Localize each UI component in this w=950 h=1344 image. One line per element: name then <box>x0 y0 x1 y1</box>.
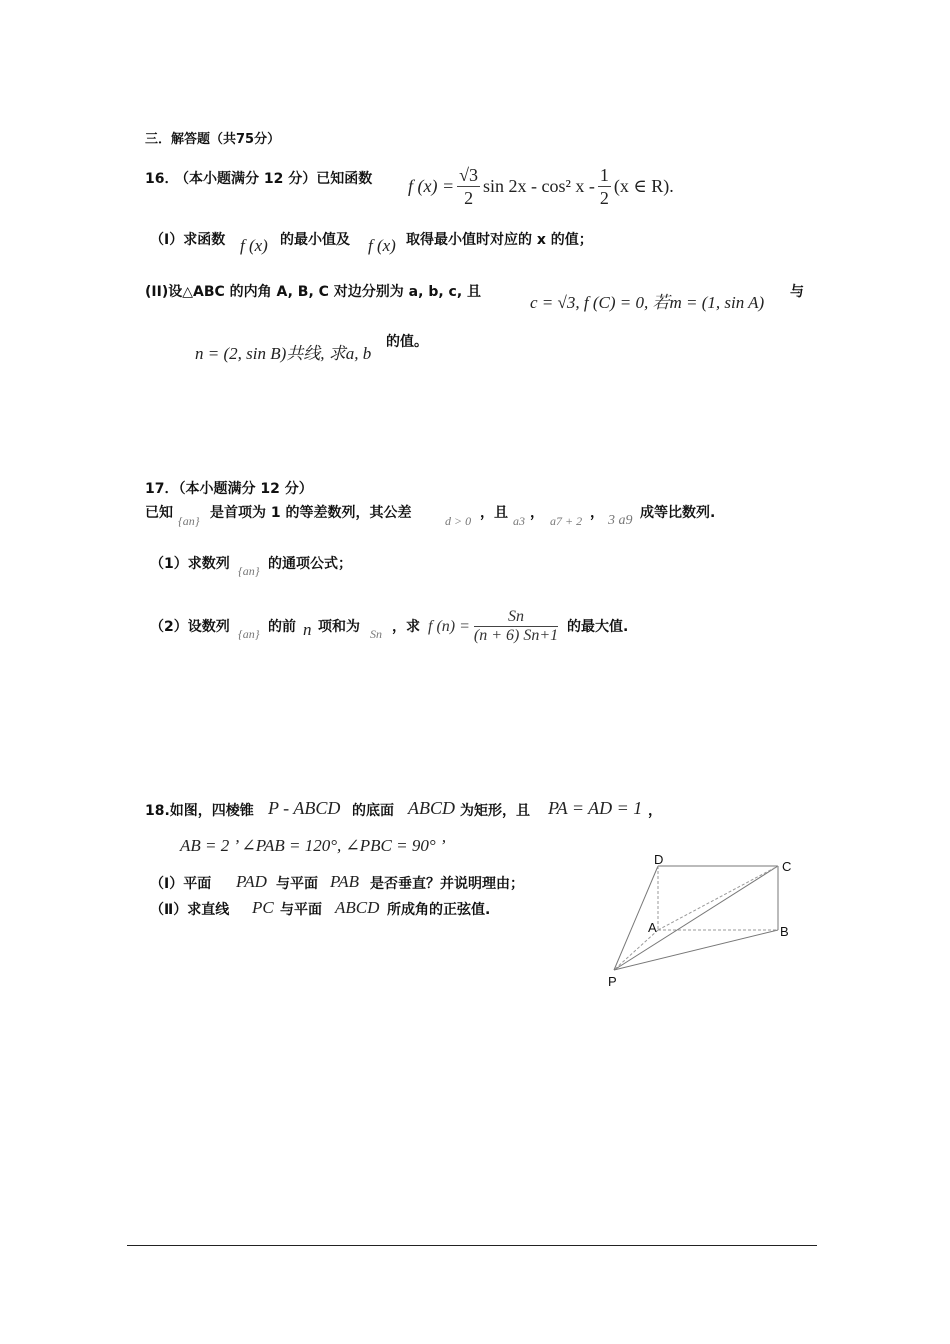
q17-line1-b: 是首项为 1 的等差数列，其公差 <box>210 505 412 521</box>
formula-right: (x ∈ R). <box>613 176 674 196</box>
edge-AC <box>658 866 778 930</box>
fraction-sqrt3-over-2 <box>457 164 480 209</box>
pyramid-figure <box>590 840 810 1000</box>
q18-line1-d: ， <box>648 803 662 819</box>
q17-part2-e: 的最大值. <box>567 619 629 635</box>
q16-intro: （本小题满分 12 分）已知函数 <box>175 171 373 187</box>
q18-part1-c: 是否垂直？并说明理由； <box>370 876 524 892</box>
q16-part2-text-b: 与 <box>790 284 804 300</box>
q18-base: ABCD <box>408 798 455 818</box>
q16-function-formula <box>408 164 674 209</box>
q16-part2-text-c: 的值。 <box>386 334 428 350</box>
edge-AP <box>614 930 658 970</box>
frac-denominator: 2 <box>599 188 609 208</box>
fraction-1-over-2 <box>598 164 611 209</box>
q16-part2-formula2: n = (2, sin B)共线, 求a, b <box>195 344 372 363</box>
q18-plane-pad: PAD <box>236 872 267 891</box>
q16-part1-text-c: 取得最小值时对应的 x 的值； <box>406 232 593 248</box>
q17-Sn: Sn <box>370 627 382 641</box>
q16-part1-text-b: 的最小值及 <box>280 232 350 248</box>
label-B: B <box>780 924 789 939</box>
q17-n-variable: n <box>303 620 312 639</box>
q18-plane-pab: PAB <box>330 872 359 891</box>
q17-seq1: {an} <box>178 514 200 528</box>
edge-PC <box>614 866 778 970</box>
q17-a9: 3 a9 <box>608 513 633 528</box>
q18-line1-c: 为矩形，且 <box>460 803 530 819</box>
q18-part2-c: 所成角的正弦值. <box>387 902 491 918</box>
q17-fn-formula <box>428 608 558 645</box>
q18-pyramid: P - ABCD <box>268 798 341 818</box>
q17-comma2: ， <box>590 505 604 521</box>
label-A: A <box>648 920 657 935</box>
frac-numerator: 1 <box>599 165 609 185</box>
q17-line1-d: 成等比数列. <box>640 505 716 521</box>
q16-part2-formula: c = √3, f (C) = 0, 若m = (1, sin A) <box>530 293 765 312</box>
q18-part2-a: （Ⅱ）求直线 <box>150 902 230 918</box>
formula-left: f (x) = <box>408 176 455 196</box>
q16-part1-text-a: （I）求函数 <box>150 232 226 248</box>
q17-line1-a: 已知 <box>145 505 173 521</box>
q16-part1-fx2: f (x) <box>368 236 396 255</box>
q17-d-condition: d > 0 <box>445 514 472 528</box>
q17-line1-c: ，且 <box>480 505 508 521</box>
fn-left: f (n) = <box>428 617 470 635</box>
q17-part2-a: （2）设数列 <box>150 619 230 635</box>
frac-numerator: √3 <box>459 165 479 185</box>
q18-plane-abcd: ABCD <box>335 898 380 917</box>
label-P: P <box>608 974 617 989</box>
q17-part1-b: 的通项公式； <box>268 556 352 572</box>
q17-part2-b: 的前 <box>268 619 296 635</box>
q17-part2-c: 项和为 <box>318 619 360 635</box>
frac-denominator: (n + 6) Sn+1 <box>473 627 559 644</box>
label-C: C <box>782 859 792 874</box>
q18-part1-b: 与平面 <box>276 876 318 892</box>
q17-number-line: 17．（本小题满分 12 分） <box>145 481 313 497</box>
footer-rule <box>127 1245 817 1246</box>
q17-part1-a: （1）求数列 <box>150 556 230 572</box>
q18-line1-a: 18.如图，四棱锥 <box>145 803 254 819</box>
q18-part2-b: 与平面 <box>280 902 322 918</box>
q18-line1-b: 的底面 <box>352 803 394 819</box>
q16-part2-text-a: (II)设△ABC 的内角 A, B, C 对边分别为 a, b, c, 且 <box>145 284 482 300</box>
fn-fraction <box>474 608 558 645</box>
frac-numerator: Sn <box>474 608 558 627</box>
q18-line-pc: PC <box>252 898 274 917</box>
q17-comma1: ， <box>530 505 544 521</box>
q16-part1-fx1: f (x) <box>240 236 268 255</box>
label-D: D <box>654 852 664 867</box>
edge-PB <box>614 930 778 970</box>
q17-a7: a7 + 2 <box>550 514 583 528</box>
q17-seq2: {an} <box>238 564 260 578</box>
q18-line2: AB = 2 ’ ∠PAB = 120°, ∠PBC = 90° ’ <box>180 836 446 855</box>
q18-condition1: PA = AD = 1 <box>548 798 643 818</box>
q17-seq3: {an} <box>238 627 260 641</box>
formula-mid: sin 2x - cos² x - <box>483 176 595 196</box>
frac-denominator: 2 <box>464 188 474 208</box>
q17-a3: a3 <box>513 514 525 528</box>
q16-number: 16． <box>145 171 179 187</box>
section-heading: 三．解答题（共75分） <box>145 132 281 147</box>
q18-part1-a: （Ⅰ）平面 <box>150 876 212 892</box>
q17-part2-d: ，求 <box>392 619 420 635</box>
edge-PD <box>614 866 658 970</box>
